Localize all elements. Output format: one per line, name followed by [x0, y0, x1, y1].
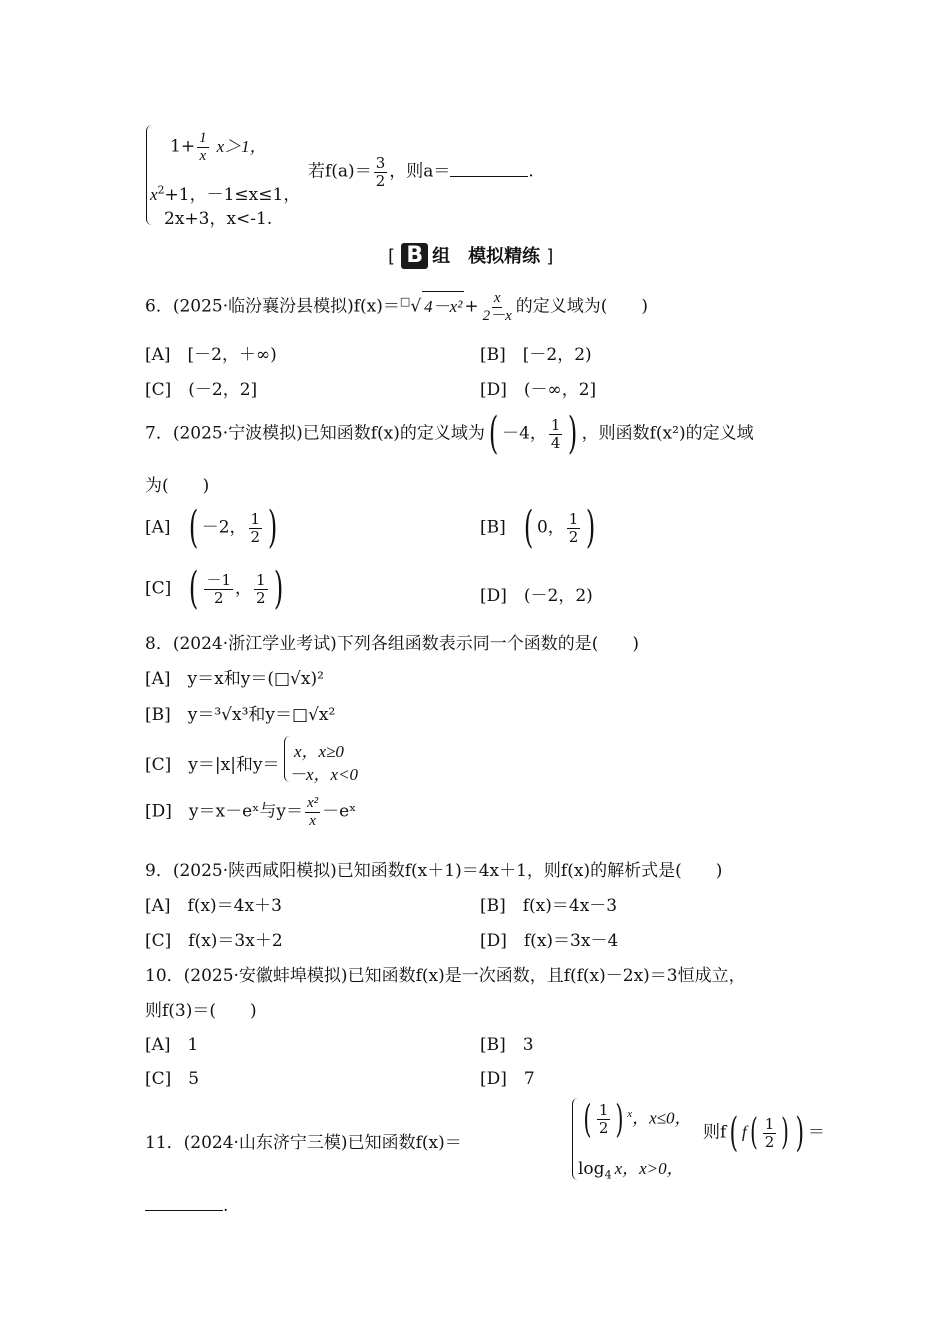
q6-stem: 6．(2025·临汾襄汾县模拟)f(x)＝□√ 4－x² + $\frac{x}{2-x}$ 的定义域为( ) [145, 290, 648, 324]
q9-option-c[interactable]: [C] f(x)＝3x＋2 [145, 931, 283, 951]
q9-stem: 9．(2025·陕西咸阳模拟)已知函数f(x＋1)＝4x＋1，则f(x)的解析式是( ) [145, 861, 723, 881]
section-header: [ B 组 模拟精练 ] [388, 243, 554, 268]
answer-blank [145, 1210, 223, 1211]
q7-option-c[interactable]: [C] ( $\frac{-1}{2}$ ， $\frac{1}{2}$ ) [145, 563, 283, 614]
q8-c-case2: －x，x<0 [289, 765, 359, 784]
q6-option-a[interactable]: [A] [－2，＋∞) [145, 345, 277, 365]
q10-stem: 10．(2025·安徽蚌埠模拟)已知函数f(x)是一次函数，且f(f(x)－2x)＝3恒成立， [145, 966, 746, 986]
q8-option-d[interactable]: [D] y＝x－eˣ与y＝ $\frac{\text{x²}}{x}$ －eˣ [145, 795, 357, 829]
q9-option-a[interactable]: [A] f(x)＝4x＋3 [145, 896, 282, 916]
q7-stem: 7．(2025·宁波模拟)已知函数f(x)的定义域为( －4， $\frac{1}{4}$ ) ，则函数f(x²)的定义域 [145, 408, 754, 459]
q5-case3: 2x+3，x<-1. [164, 209, 273, 229]
q8-option-c[interactable]: [C] y＝|x|和y＝ [145, 755, 280, 775]
q5-case1: 1+ $\frac{1}{x}$ x＞1， [170, 130, 267, 164]
q8-c-case1: x，x≥0 [294, 742, 344, 761]
piecewise-brace [146, 125, 153, 225]
q11-stem: 11．(2024·山东济宁三模)已知函数f(x)＝ [145, 1133, 462, 1153]
q6-option-b[interactable]: [B] [－2，2) [480, 345, 592, 365]
q5-condition: 若f(a)＝ $\frac{3}{2}$ ，则a＝ . [308, 154, 534, 190]
q5-case2: $x^2+1$，－1≤x≤1， [150, 183, 301, 205]
q7-option-d[interactable]: [D] (－2，2) [480, 586, 593, 606]
q11-case1: ( $\frac{1}{2}$ ) $^x$，x≤0， [583, 1097, 692, 1141]
q8-stem: 8．(2024·浙江学业考试)下列各组函数表示同一个函数的是( ) [145, 634, 640, 654]
q10-option-c[interactable]: [C] 5 [145, 1069, 200, 1089]
q10-option-a[interactable]: [A] 1 [145, 1035, 199, 1055]
q7-option-a[interactable]: [A] ( －2， $\frac{1}{2}$ ) [145, 502, 278, 553]
q10-option-d[interactable]: [D] 7 [480, 1069, 535, 1089]
q10-option-b[interactable]: [B] 3 [480, 1035, 534, 1055]
q7-stem-line2: 为( ) [145, 476, 210, 496]
q9-option-b[interactable]: [B] f(x)＝4x－3 [480, 896, 618, 916]
q8-option-a[interactable]: [A] y＝x和y＝(□√x)² [145, 669, 324, 689]
q6-option-c[interactable]: [C] (－2，2] [145, 380, 258, 400]
answer-blank [450, 176, 528, 177]
q9-option-d[interactable]: [D] f(x)＝3x－4 [480, 931, 619, 951]
q6-option-d[interactable]: [D] (－∞，2] [480, 380, 597, 400]
q11-answer-line: . [145, 1196, 228, 1216]
q7-option-b[interactable]: [B] ( 0， $\frac{1}{2}$ ) [480, 502, 596, 553]
q11-expression: 则f( f( $\frac{1}{2}$ ) ) ＝ [703, 1110, 825, 1156]
q11-case2: $\log_4 x$，x>0， [578, 1159, 684, 1182]
q10-stem-line2: 则f(3)＝( ) [145, 1001, 257, 1021]
section-b-icon: B [401, 243, 428, 269]
q8-option-b[interactable]: [B] y＝³√x³和y＝□√x² [145, 705, 336, 725]
